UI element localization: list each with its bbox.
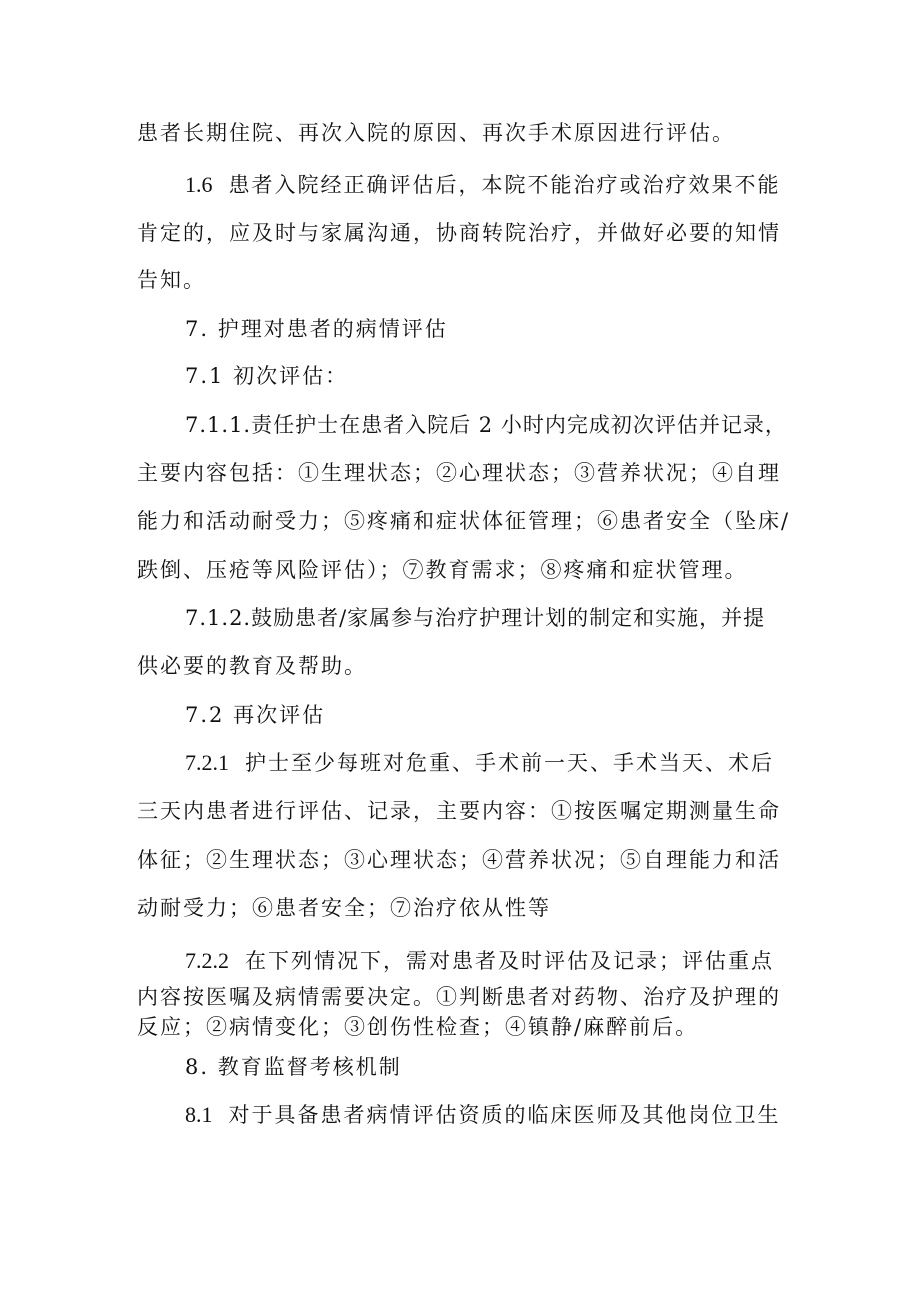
paragraph-line: 肯定的，应及时与家属沟通，协商转院治疗，并做好必要的知情 xyxy=(137,221,781,245)
section-heading: 7.2 再次评估 xyxy=(185,703,326,727)
section-7-2-1 xyxy=(185,748,774,778)
paragraph-line: 体征；②生理状态；③心理状态；④营养状况；⑤自理能力和活 xyxy=(137,848,781,872)
section-1-6 xyxy=(185,170,781,200)
paragraph-line: 主要内容包括：①生理状态；②心理状态；③营养状况；④自理 xyxy=(137,461,781,485)
paragraph-line: 告知。 xyxy=(137,268,206,292)
paragraph-line: 三天内患者进行评估、记录，主要内容：①按医嘱定期测量生命 xyxy=(137,799,781,823)
paragraph-line: 跌倒、压疮等风险评估）；⑦教育需求；⑧疼痛和症状管理。 xyxy=(137,558,748,582)
section-number: 7.2.2 xyxy=(185,948,229,973)
section-number: 1.6 xyxy=(185,172,213,197)
section-number: 8.1 xyxy=(185,1102,213,1127)
paragraph-line: 患者长期住院、再次入院的原因、再次手术原因进行评估。 xyxy=(137,121,735,145)
paragraph-line: 能力和活动耐受力；⑤疼痛和症状体征管理；⑥患者安全（坠床/ xyxy=(137,509,791,533)
section-number: 7.2.1 xyxy=(185,750,229,775)
paragraph-line: 对于具备患者病情评估资质的临床医师及其他岗位卫生 xyxy=(228,1103,781,1127)
section-8-1 xyxy=(185,1100,781,1130)
section-heading: 7.1 初次评估： xyxy=(185,364,349,388)
paragraph-line: 7.1.1.责任护士在患者入院后 2 小时内完成初次评估并记录， xyxy=(185,413,787,437)
section-heading: 7. 护理对患者的病情评估 xyxy=(185,317,448,341)
paragraph-line: 护士至少每班对危重、手术前一天、手术当天、术后 xyxy=(245,751,774,775)
paragraph-line: 在下列情况下，需对患者及时评估及记录；评估重点 xyxy=(245,949,774,973)
section-7-2-2 xyxy=(185,946,774,976)
paragraph-line: 反应；②病情变化；③创伤性检查；④镇静/麻醉前后。 xyxy=(137,1015,699,1039)
paragraph-line: 患者入院经正确评估后，本院不能治疗或治疗效果不能 xyxy=(228,173,781,197)
paragraph-line: 内容按医嘱及病情需要决定。①判断患者对药物、治疗及护理的 xyxy=(137,985,781,1009)
paragraph-line: 7.1.2.鼓励患者/家属参与治疗护理计划的制定和实施，并提 xyxy=(185,606,766,630)
section-heading: 8. 教育监督考核机制 xyxy=(185,1055,402,1079)
paragraph-line: 供必要的教育及帮助。 xyxy=(137,654,367,678)
paragraph-line: 动耐受力；⑥患者安全；⑦治疗依从性等 xyxy=(137,896,551,920)
